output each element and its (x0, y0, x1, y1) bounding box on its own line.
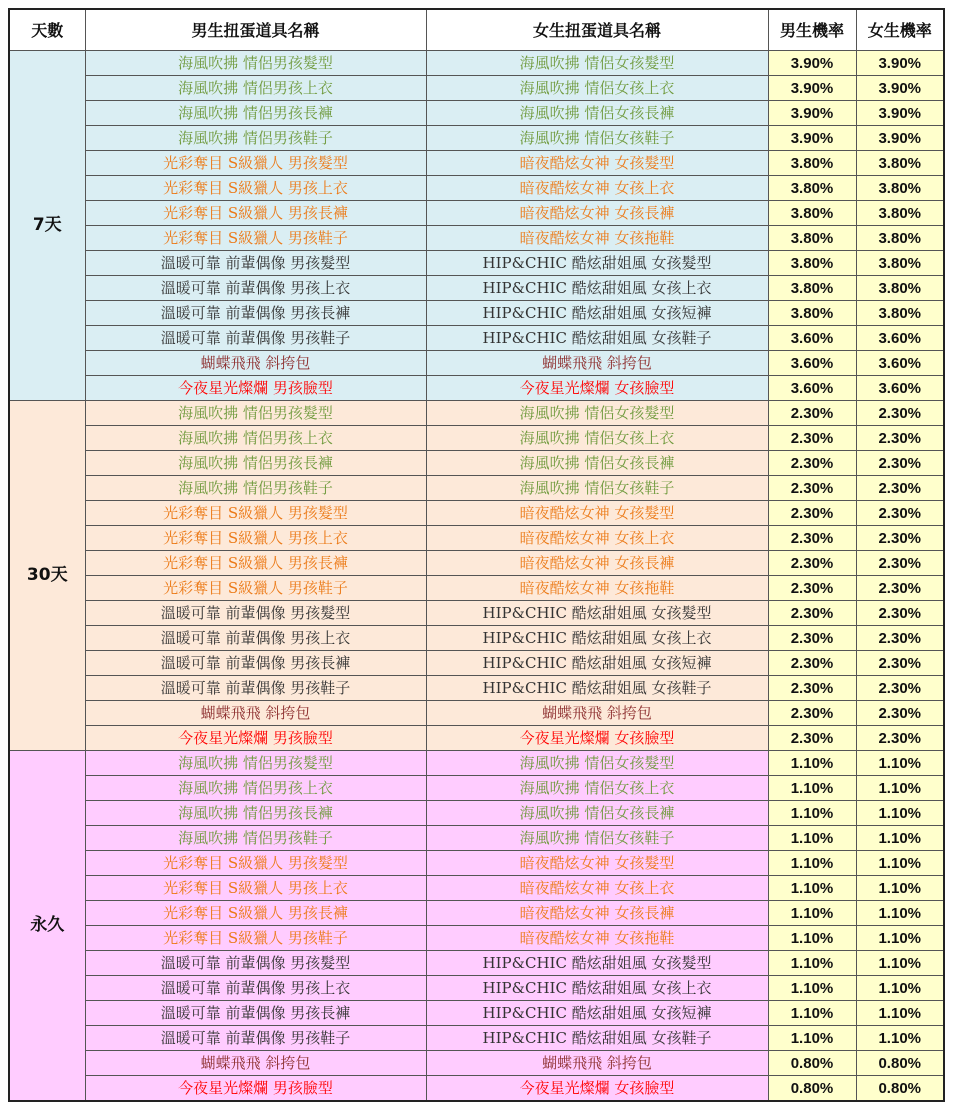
table-row (9, 1001, 944, 1026)
table-row (9, 601, 944, 626)
female-rate: 3.80% (856, 301, 944, 326)
male-rate: 3.60% (768, 326, 856, 351)
male-item-name: 海風吹拂 情侶男孩上衣 (85, 776, 426, 801)
header-row (9, 9, 944, 51)
table-row (9, 651, 944, 676)
female-rate: 2.30% (856, 576, 944, 601)
male-rate: 2.30% (768, 701, 856, 726)
female-rate: 3.90% (856, 51, 944, 76)
female-item-name: 暗夜酷炫女神 女孩拖鞋 (426, 926, 768, 951)
female-item-name: 今夜星光燦爛 女孩臉型 (426, 376, 768, 401)
female-rate: 2.30% (856, 526, 944, 551)
table-row (9, 176, 944, 201)
female-item-name: 海風吹拂 情侶女孩上衣 (426, 426, 768, 451)
female-rate: 1.10% (856, 1001, 944, 1026)
table-row (9, 676, 944, 701)
female-item-name: HIP&CHIC 酷炫甜姐風 女孩髮型 (426, 251, 768, 276)
male-rate: 1.10% (768, 926, 856, 951)
female-item-name: 暗夜酷炫女神 女孩髮型 (426, 501, 768, 526)
table-row (9, 126, 944, 151)
male-item-name: 光彩奪目 S級獵人 男孩長褲 (85, 901, 426, 926)
female-rate: 2.30% (856, 601, 944, 626)
male-rate: 3.90% (768, 101, 856, 126)
female-rate: 3.90% (856, 76, 944, 101)
female-item-name: HIP&CHIC 酷炫甜姐風 女孩上衣 (426, 976, 768, 1001)
table-row (9, 476, 944, 501)
male-rate: 2.30% (768, 476, 856, 501)
female-item-name: 暗夜酷炫女神 女孩拖鞋 (426, 226, 768, 251)
table-row (9, 826, 944, 851)
table-row (9, 551, 944, 576)
male-rate: 2.30% (768, 551, 856, 576)
female-rate: 2.30% (856, 726, 944, 751)
male-item-name: 蝴蝶飛飛 斜挎包 (85, 701, 426, 726)
female-item-name: 暗夜酷炫女神 女孩髮型 (426, 151, 768, 176)
female-rate: 1.10% (856, 976, 944, 1001)
female-item-name: 海風吹拂 情侶女孩上衣 (426, 776, 768, 801)
male-item-name: 溫暖可靠 前輩偶像 男孩鞋子 (85, 1026, 426, 1051)
male-rate: 1.10% (768, 801, 856, 826)
male-item-name: 溫暖可靠 前輩偶像 男孩髮型 (85, 601, 426, 626)
male-rate: 1.10% (768, 776, 856, 801)
female-rate: 1.10% (856, 901, 944, 926)
male-rate: 1.10% (768, 976, 856, 1001)
male-rate: 1.10% (768, 901, 856, 926)
male-rate: 2.30% (768, 501, 856, 526)
male-item-name: 溫暖可靠 前輩偶像 男孩髮型 (85, 251, 426, 276)
header-female-item: 女生扭蛋道具名稱 (426, 9, 768, 51)
female-rate: 2.30% (856, 401, 944, 426)
female-item-name: HIP&CHIC 酷炫甜姐風 女孩鞋子 (426, 1026, 768, 1051)
table-row (9, 1051, 944, 1076)
male-rate: 3.80% (768, 151, 856, 176)
duration-label: 30天 (9, 401, 85, 751)
male-item-name: 光彩奪目 S級獵人 男孩鞋子 (85, 576, 426, 601)
male-rate: 2.30% (768, 401, 856, 426)
male-item-name: 海風吹拂 情侶男孩髮型 (85, 51, 426, 76)
duration-label: 永久 (9, 751, 85, 1102)
male-item-name: 光彩奪目 S級獵人 男孩髮型 (85, 851, 426, 876)
female-item-name: 暗夜酷炫女神 女孩上衣 (426, 876, 768, 901)
male-item-name: 光彩奪目 S級獵人 男孩鞋子 (85, 926, 426, 951)
female-item-name: 海風吹拂 情侶女孩長褲 (426, 801, 768, 826)
table-row (9, 276, 944, 301)
table-row (9, 251, 944, 276)
male-rate: 1.10% (768, 1001, 856, 1026)
male-item-name: 溫暖可靠 前輩偶像 男孩上衣 (85, 626, 426, 651)
male-item-name: 溫暖可靠 前輩偶像 男孩上衣 (85, 976, 426, 1001)
female-rate: 3.60% (856, 351, 944, 376)
female-rate: 1.10% (856, 876, 944, 901)
male-rate: 0.80% (768, 1051, 856, 1076)
female-item-name: 暗夜酷炫女神 女孩長褲 (426, 901, 768, 926)
male-rate: 2.30% (768, 576, 856, 601)
male-rate: 3.80% (768, 301, 856, 326)
male-rate: 3.90% (768, 76, 856, 101)
female-item-name: HIP&CHIC 酷炫甜姐風 女孩短褲 (426, 651, 768, 676)
male-rate: 0.80% (768, 1076, 856, 1102)
male-rate: 3.90% (768, 51, 856, 76)
female-rate: 2.30% (856, 626, 944, 651)
table-row (9, 1026, 944, 1051)
female-rate: 2.30% (856, 651, 944, 676)
male-rate: 1.10% (768, 951, 856, 976)
female-item-name: 海風吹拂 情侶女孩鞋子 (426, 826, 768, 851)
female-item-name: HIP&CHIC 酷炫甜姐風 女孩上衣 (426, 626, 768, 651)
female-rate: 1.10% (856, 776, 944, 801)
table-row (9, 726, 944, 751)
table-row (9, 426, 944, 451)
header-male-rate: 男生機率 (768, 9, 856, 51)
female-item-name: 暗夜酷炫女神 女孩長褲 (426, 201, 768, 226)
female-rate: 1.10% (856, 826, 944, 851)
female-rate: 1.10% (856, 1026, 944, 1051)
table-row (9, 626, 944, 651)
male-item-name: 溫暖可靠 前輩偶像 男孩鞋子 (85, 326, 426, 351)
male-rate: 3.80% (768, 251, 856, 276)
table-row (9, 751, 944, 776)
table-row (9, 351, 944, 376)
female-rate: 2.30% (856, 476, 944, 501)
female-rate: 3.90% (856, 101, 944, 126)
male-rate: 3.80% (768, 201, 856, 226)
female-item-name: 海風吹拂 情侶女孩鞋子 (426, 476, 768, 501)
table-row (9, 101, 944, 126)
female-item-name: HIP&CHIC 酷炫甜姐風 女孩鞋子 (426, 676, 768, 701)
table-row (9, 776, 944, 801)
female-rate: 1.10% (856, 751, 944, 776)
female-rate: 3.80% (856, 176, 944, 201)
male-rate: 3.60% (768, 376, 856, 401)
male-item-name: 海風吹拂 情侶男孩鞋子 (85, 126, 426, 151)
female-rate: 3.60% (856, 326, 944, 351)
male-item-name: 光彩奪目 S級獵人 男孩髮型 (85, 151, 426, 176)
female-rate: 2.30% (856, 426, 944, 451)
female-rate: 2.30% (856, 451, 944, 476)
female-item-name: HIP&CHIC 酷炫甜姐風 女孩上衣 (426, 276, 768, 301)
female-item-name: HIP&CHIC 酷炫甜姐風 女孩鞋子 (426, 326, 768, 351)
male-rate: 2.30% (768, 601, 856, 626)
duration-label: 7天 (9, 51, 85, 401)
table-row (9, 951, 944, 976)
female-item-name: HIP&CHIC 酷炫甜姐風 女孩髮型 (426, 951, 768, 976)
male-item-name: 今夜星光燦爛 男孩臉型 (85, 726, 426, 751)
male-rate: 1.10% (768, 826, 856, 851)
table-row (9, 151, 944, 176)
male-rate: 3.80% (768, 176, 856, 201)
table-row (9, 801, 944, 826)
female-rate: 1.10% (856, 801, 944, 826)
female-item-name: 海風吹拂 情侶女孩鞋子 (426, 126, 768, 151)
header-female-rate: 女生機率 (856, 9, 944, 51)
female-item-name: 海風吹拂 情侶女孩髮型 (426, 51, 768, 76)
male-item-name: 光彩奪目 S級獵人 男孩鞋子 (85, 226, 426, 251)
male-rate: 2.30% (768, 651, 856, 676)
female-rate: 3.90% (856, 126, 944, 151)
male-rate: 3.80% (768, 226, 856, 251)
female-item-name: 暗夜酷炫女神 女孩拖鞋 (426, 576, 768, 601)
male-item-name: 光彩奪目 S級獵人 男孩上衣 (85, 176, 426, 201)
male-item-name: 海風吹拂 情侶男孩上衣 (85, 426, 426, 451)
female-item-name: 暗夜酷炫女神 女孩上衣 (426, 176, 768, 201)
female-item-name: 海風吹拂 情侶女孩長褲 (426, 451, 768, 476)
male-rate: 2.30% (768, 451, 856, 476)
male-item-name: 蝴蝶飛飛 斜挎包 (85, 351, 426, 376)
table-row (9, 1076, 944, 1102)
female-item-name: 今夜星光燦爛 女孩臉型 (426, 1076, 768, 1102)
female-item-name: 蝴蝶飛飛 斜挎包 (426, 351, 768, 376)
table-row (9, 526, 944, 551)
female-rate: 3.80% (856, 276, 944, 301)
female-item-name: 暗夜酷炫女神 女孩髮型 (426, 851, 768, 876)
female-item-name: HIP&CHIC 酷炫甜姐風 女孩短褲 (426, 301, 768, 326)
male-item-name: 溫暖可靠 前輩偶像 男孩長褲 (85, 651, 426, 676)
female-item-name: 暗夜酷炫女神 女孩上衣 (426, 526, 768, 551)
male-item-name: 溫暖可靠 前輩偶像 男孩長褲 (85, 1001, 426, 1026)
male-item-name: 海風吹拂 情侶男孩長褲 (85, 101, 426, 126)
male-rate: 2.30% (768, 676, 856, 701)
table-row (9, 326, 944, 351)
male-item-name: 海風吹拂 情侶男孩髮型 (85, 401, 426, 426)
male-rate: 1.10% (768, 1026, 856, 1051)
male-item-name: 海風吹拂 情侶男孩鞋子 (85, 476, 426, 501)
male-rate: 3.60% (768, 351, 856, 376)
male-item-name: 溫暖可靠 前輩偶像 男孩髮型 (85, 951, 426, 976)
table-row (9, 876, 944, 901)
male-item-name: 光彩奪目 S級獵人 男孩上衣 (85, 876, 426, 901)
header-male-item: 男生扭蛋道具名稱 (85, 9, 426, 51)
female-item-name: 海風吹拂 情侶女孩上衣 (426, 76, 768, 101)
female-item-name: HIP&CHIC 酷炫甜姐風 女孩髮型 (426, 601, 768, 626)
male-item-name: 光彩奪目 S級獵人 男孩髮型 (85, 501, 426, 526)
male-rate: 1.10% (768, 751, 856, 776)
female-rate: 2.30% (856, 701, 944, 726)
male-rate: 1.10% (768, 851, 856, 876)
table-row (9, 226, 944, 251)
female-item-name: 海風吹拂 情侶女孩髮型 (426, 401, 768, 426)
female-rate: 3.80% (856, 251, 944, 276)
male-item-name: 溫暖可靠 前輩偶像 男孩鞋子 (85, 676, 426, 701)
male-rate: 2.30% (768, 426, 856, 451)
female-rate: 1.10% (856, 926, 944, 951)
male-rate: 2.30% (768, 726, 856, 751)
male-rate: 3.80% (768, 276, 856, 301)
male-item-name: 今夜星光燦爛 男孩臉型 (85, 1076, 426, 1102)
female-item-name: HIP&CHIC 酷炫甜姐風 女孩短褲 (426, 1001, 768, 1026)
female-item-name: 今夜星光燦爛 女孩臉型 (426, 726, 768, 751)
table-row (9, 851, 944, 876)
male-item-name: 海風吹拂 情侶男孩長褲 (85, 451, 426, 476)
female-rate: 3.80% (856, 226, 944, 251)
table-row (9, 976, 944, 1001)
table-row (9, 51, 944, 76)
male-item-name: 海風吹拂 情侶男孩髮型 (85, 751, 426, 776)
male-item-name: 光彩奪目 S級獵人 男孩長褲 (85, 201, 426, 226)
table-row (9, 701, 944, 726)
female-rate: 1.10% (856, 951, 944, 976)
table-row (9, 376, 944, 401)
male-item-name: 今夜星光燦爛 男孩臉型 (85, 376, 426, 401)
male-item-name: 溫暖可靠 前輩偶像 男孩上衣 (85, 276, 426, 301)
female-item-name: 海風吹拂 情侶女孩長褲 (426, 101, 768, 126)
male-item-name: 溫暖可靠 前輩偶像 男孩長褲 (85, 301, 426, 326)
table-row (9, 926, 944, 951)
male-rate: 1.10% (768, 876, 856, 901)
male-item-name: 光彩奪目 S級獵人 男孩長褲 (85, 551, 426, 576)
female-item-name: 蝴蝶飛飛 斜挎包 (426, 1051, 768, 1076)
female-item-name: 蝴蝶飛飛 斜挎包 (426, 701, 768, 726)
female-rate: 3.80% (856, 151, 944, 176)
table-row (9, 576, 944, 601)
female-rate: 3.60% (856, 376, 944, 401)
male-rate: 2.30% (768, 526, 856, 551)
table-row (9, 76, 944, 101)
table-row (9, 501, 944, 526)
male-rate: 2.30% (768, 626, 856, 651)
table-row (9, 901, 944, 926)
female-rate: 2.30% (856, 501, 944, 526)
gacha-probability-table (8, 8, 945, 1102)
female-item-name: 海風吹拂 情侶女孩髮型 (426, 751, 768, 776)
table-row (9, 451, 944, 476)
male-rate: 3.90% (768, 126, 856, 151)
table-body (9, 51, 944, 1102)
female-rate: 2.30% (856, 676, 944, 701)
female-rate: 0.80% (856, 1076, 944, 1102)
female-rate: 3.80% (856, 201, 944, 226)
female-rate: 2.30% (856, 551, 944, 576)
male-item-name: 蝴蝶飛飛 斜挎包 (85, 1051, 426, 1076)
male-item-name: 海風吹拂 情侶男孩鞋子 (85, 826, 426, 851)
table-row (9, 201, 944, 226)
male-item-name: 海風吹拂 情侶男孩上衣 (85, 76, 426, 101)
female-item-name: 暗夜酷炫女神 女孩長褲 (426, 551, 768, 576)
male-item-name: 光彩奪目 S級獵人 男孩上衣 (85, 526, 426, 551)
female-rate: 0.80% (856, 1051, 944, 1076)
header-days: 天數 (9, 9, 85, 51)
table-row (9, 301, 944, 326)
female-rate: 1.10% (856, 851, 944, 876)
table-row (9, 401, 944, 426)
male-item-name: 海風吹拂 情侶男孩長褲 (85, 801, 426, 826)
